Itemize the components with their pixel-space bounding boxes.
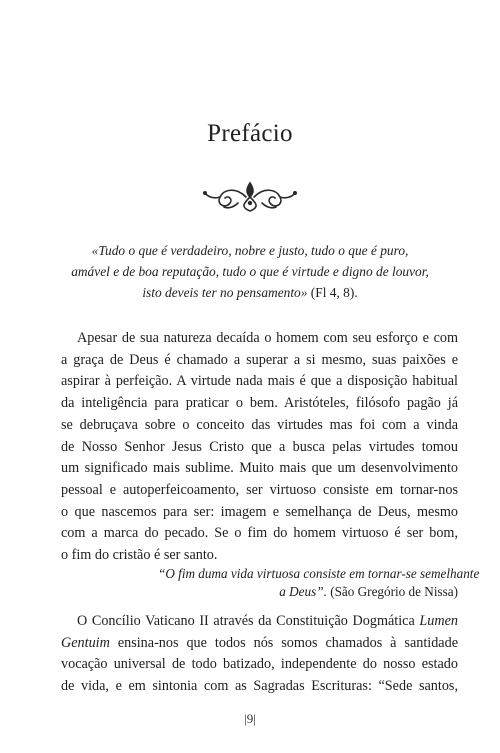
paragraph-1: [61, 328, 458, 567]
quote-line: [158, 565, 480, 583]
text-line: vocação universal de todo batizado, independente do nosso estado: [61, 656, 458, 673]
page-number: |9|: [244, 711, 256, 726]
quote-text: a Deus”.: [279, 584, 327, 599]
text-line: um significado mais sublime. Muito mais que um desenvolvimento: [61, 460, 458, 477]
text-line: o que nascemos para ser: imagem e semelhança de Deus, mesmo: [61, 503, 458, 520]
text-line: de Nosso Senhor Jesus Cristo que a busca pelas virtudes tomou: [61, 438, 458, 455]
text-line: a graça de Deus é chamado a superar a si mesmo, suas paixões e: [61, 351, 458, 368]
text-line: Gentuim ensina-nos que todos nós somos chamados à santidade: [61, 634, 458, 651]
block-quote: [158, 565, 480, 601]
page-title: Prefácio: [207, 120, 293, 147]
document-title: Lumen: [419, 613, 458, 629]
text-line: pessoal e autoperfeicoamento, ser virtuoso consiste em tornar-nos: [61, 481, 458, 498]
text-line: com a marca do pecado. Se o fim do homem virtuoso é ser bom,: [61, 525, 458, 542]
epigraph-reference: (Fl 4, 8).: [307, 285, 358, 300]
document-title: Gentuim: [61, 634, 110, 651]
epigraph-line: [50, 261, 450, 282]
text-line: se debruçava sobre o conceito das virtudes mas foi com a vinda: [61, 416, 458, 433]
text-line: aspirar à perfeição. A virtude nada mais é que a disposição habitual: [61, 373, 458, 390]
text-line: da inteligência para praticar o bem. Aristóteles, filósofo pagão já: [61, 395, 458, 412]
text-line: de vida, e em sintonia com as Sagradas Escrituras: “Sede santos,: [61, 678, 458, 695]
epigraph-line: [50, 240, 450, 261]
epigraph-text: amável e de boa reputação, tudo o que é virtude e digno de louvor,: [71, 264, 429, 279]
quote-attribution: (São Gregório de Nissa): [326, 584, 458, 599]
epigraph-line: [50, 282, 450, 303]
quote-line: [158, 583, 458, 601]
quote-text: “O fim duma vida virtuosa consiste em tornar-se semelhante: [158, 566, 480, 581]
epigraph-text: isto deveis ter no pensamento»: [142, 285, 308, 300]
text-line: Apesar de sua natureza decaída o homem com seu esforço e com: [77, 330, 458, 346]
text-line: O Concílio Vaticano II através da Constituição Dogmática Lumen: [77, 613, 458, 629]
epigraph-text: «Tudo o que é verdadeiro, nobre e justo, tudo o que é puro,: [91, 243, 409, 258]
epigraph: [50, 240, 450, 303]
paragraph-2: [61, 611, 458, 698]
scroll-flourish-icon: [200, 179, 300, 215]
text-line: o fim do cristão é ser santo.: [61, 547, 218, 564]
